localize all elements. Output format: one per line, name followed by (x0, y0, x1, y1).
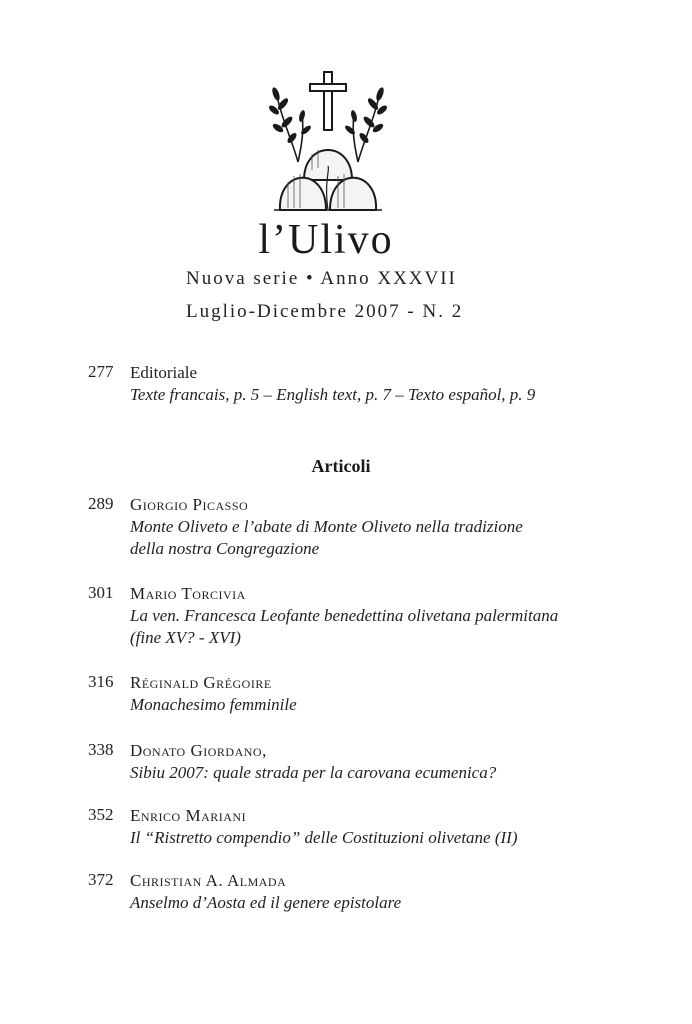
article-title-line: (fine XV? - XVI) (130, 628, 241, 647)
article-author: Mario Torcivia (130, 584, 246, 603)
page-number: 316 (88, 672, 114, 691)
article-author: Christian A. Almada (130, 871, 287, 890)
page-number: 338 (88, 740, 114, 759)
page-number: 352 (88, 805, 114, 824)
article-title-line: Monte Oliveto e l’abate di Monte Oliveto nella tradizione (130, 517, 523, 536)
article-title-line: Monachesimo femminile (130, 695, 297, 714)
issue-line: Luglio-Dicembre 2007 - N. 2 (186, 301, 464, 322)
article-author: Donato Giordano, (130, 741, 267, 760)
page-number: 372 (88, 870, 114, 889)
page-number: 289 (88, 494, 114, 513)
section-heading: Articoli (311, 456, 371, 476)
editorial-label: Editoriale (130, 363, 198, 382)
article-title-line: Sibiu 2007: quale strada per la carovana ecumenica? (130, 763, 497, 782)
article-title-line: della nostra Congregazione (130, 539, 320, 558)
article-author: Enrico Mariani (130, 806, 247, 825)
cross-hills-emblem-icon (268, 70, 388, 220)
page-number: 277 (88, 362, 114, 381)
series-line: Nuova serie • Anno XXXVII (186, 268, 457, 289)
article-author: Réginald Grégoire (130, 673, 272, 692)
article-title-line: La ven. Francesca Leofante benedettina olivetana palermitana (130, 606, 559, 625)
journal-title: l’Ulivo (258, 217, 394, 263)
article-title-line: Anselmo d’Aosta ed il genere epistolare (130, 893, 402, 912)
editorial-subtitle: Texte francais, p. 5 – English text, p. 7 – Texto español, p. 9 (130, 385, 536, 404)
page-number: 301 (88, 583, 114, 602)
article-title-line: Il “Ristretto compendio” delle Costituzioni olivetane (II) (130, 828, 518, 847)
article-author: Giorgio Picasso (130, 495, 249, 514)
